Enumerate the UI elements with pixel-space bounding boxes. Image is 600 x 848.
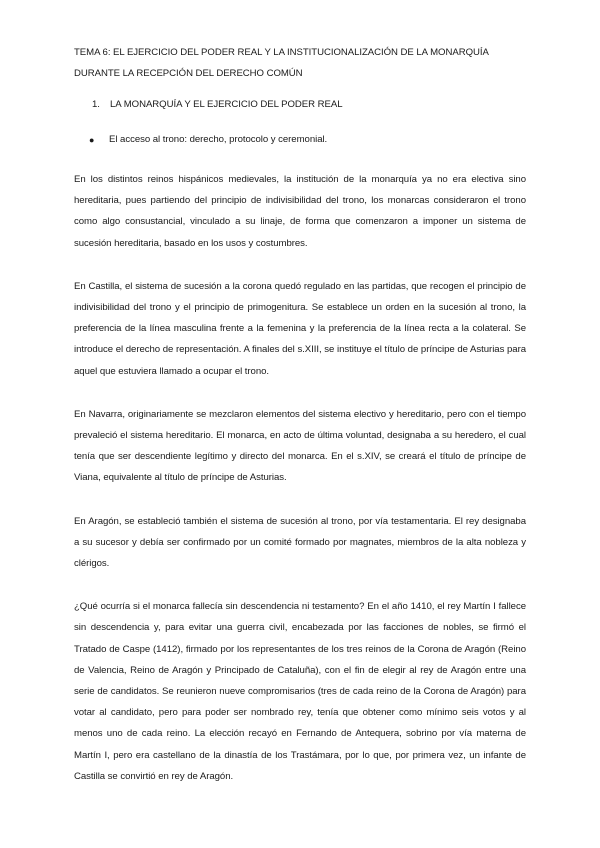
document-title: TEMA 6: EL EJERCICIO DEL PODER REAL Y LA INSTITUCIONALIZACIÓN DE LA MONARQUÍA DURANTE LA RECEPCIÓN DEL DERECHO COMÚN [74, 47, 489, 79]
section-heading [92, 98, 526, 112]
paragraph-intro: En los distintos reinos hispánicos medievales, la institución de la monarquía ya no era electiva sino hereditaria, pues partiendo del principio de indivisibilidad del trono, los monarcas consideraron el trono como algo consustancial, vinculado a su linaje, de forma que comenzaron a imponer un sistema de sucesión hereditaria, basado en los usos y costumbres. [74, 174, 526, 249]
paragraph-navarra: En Navarra, originariamente se mezclaron elementos del sistema electivo y hereditario, pero con el tiempo prevaleció el sistema hereditario. El monarca, en acto de última voluntad, designaba a su heredero, el cual tenía que ser descendiente legítimo y directo del monarca. En el s.XIV, se creará el título de príncipe de Viana, equivalente al título de príncipe de Asturias. [74, 408, 526, 484]
paragraph-castilla: En Castilla, el sistema de sucesión a la corona quedó regulado en las partidas, que recogen el principio de indivisibilidad del trono y el principio de primogenitura. Se establece un orden en la sucesión al trono, la preferencia de la línea masculina frente a la femenina y la preferencia de la línea recta a la colateral. Se introduce el derecho de representación. A finales del s.XIII, se instituye el título de príncipe de Asturias para aquel que estuviera llamado a ocupar el trono. [74, 280, 526, 377]
paragraph-caspe: ¿Qué ocurría si el monarca fallecía sin descendencia ni testamento? En el año 1410, el rey Martín I fallece sin descendencia y, para evitar una guerra civil, encabezada por las facciones de nobles, se firmó el Tratado de Caspe (1412), firmado por los representantes de los tres reinos de la Corona de Aragón (Reino de Valencia, Reino de Aragón y Principado de Cataluña), con el fin de elegir al rey de Aragón entre una serie de candidatos. Se reunieron nueve compromisarios (tres de cada reino de la Corona de Aragón) para votar al candidato, pero para poder ser nombrado rey, tenía que obtener como mínimo seis votos y al menos uno de cada reino. La elección recayó en Fernando de Antequera, sobrino por vía materna de Martín I, pero era castellano de la dinastía de los Trastámara, por lo que, por primera vez, un infante de Castilla se convirtió en rey de Aragón. [74, 601, 526, 782]
section-number: 1. [92, 99, 100, 110]
section-heading-text: LA MONARQUÍA Y EL EJERCICIO DEL PODER REAL [110, 99, 343, 110]
paragraph-aragon: En Aragón, se estableció también el sistema de sucesión al trono, por vía testamentaria. El rey designaba a su sucesor y debía ser confirmado por un comité formado por magnates, miembros de la alta nobleza y clérigos. [74, 515, 526, 570]
bullet-item [89, 133, 526, 147]
bullet-icon: ● [89, 135, 95, 145]
bullet-text: El acceso al trono: derecho, protocolo y ceremonial. [109, 134, 328, 145]
